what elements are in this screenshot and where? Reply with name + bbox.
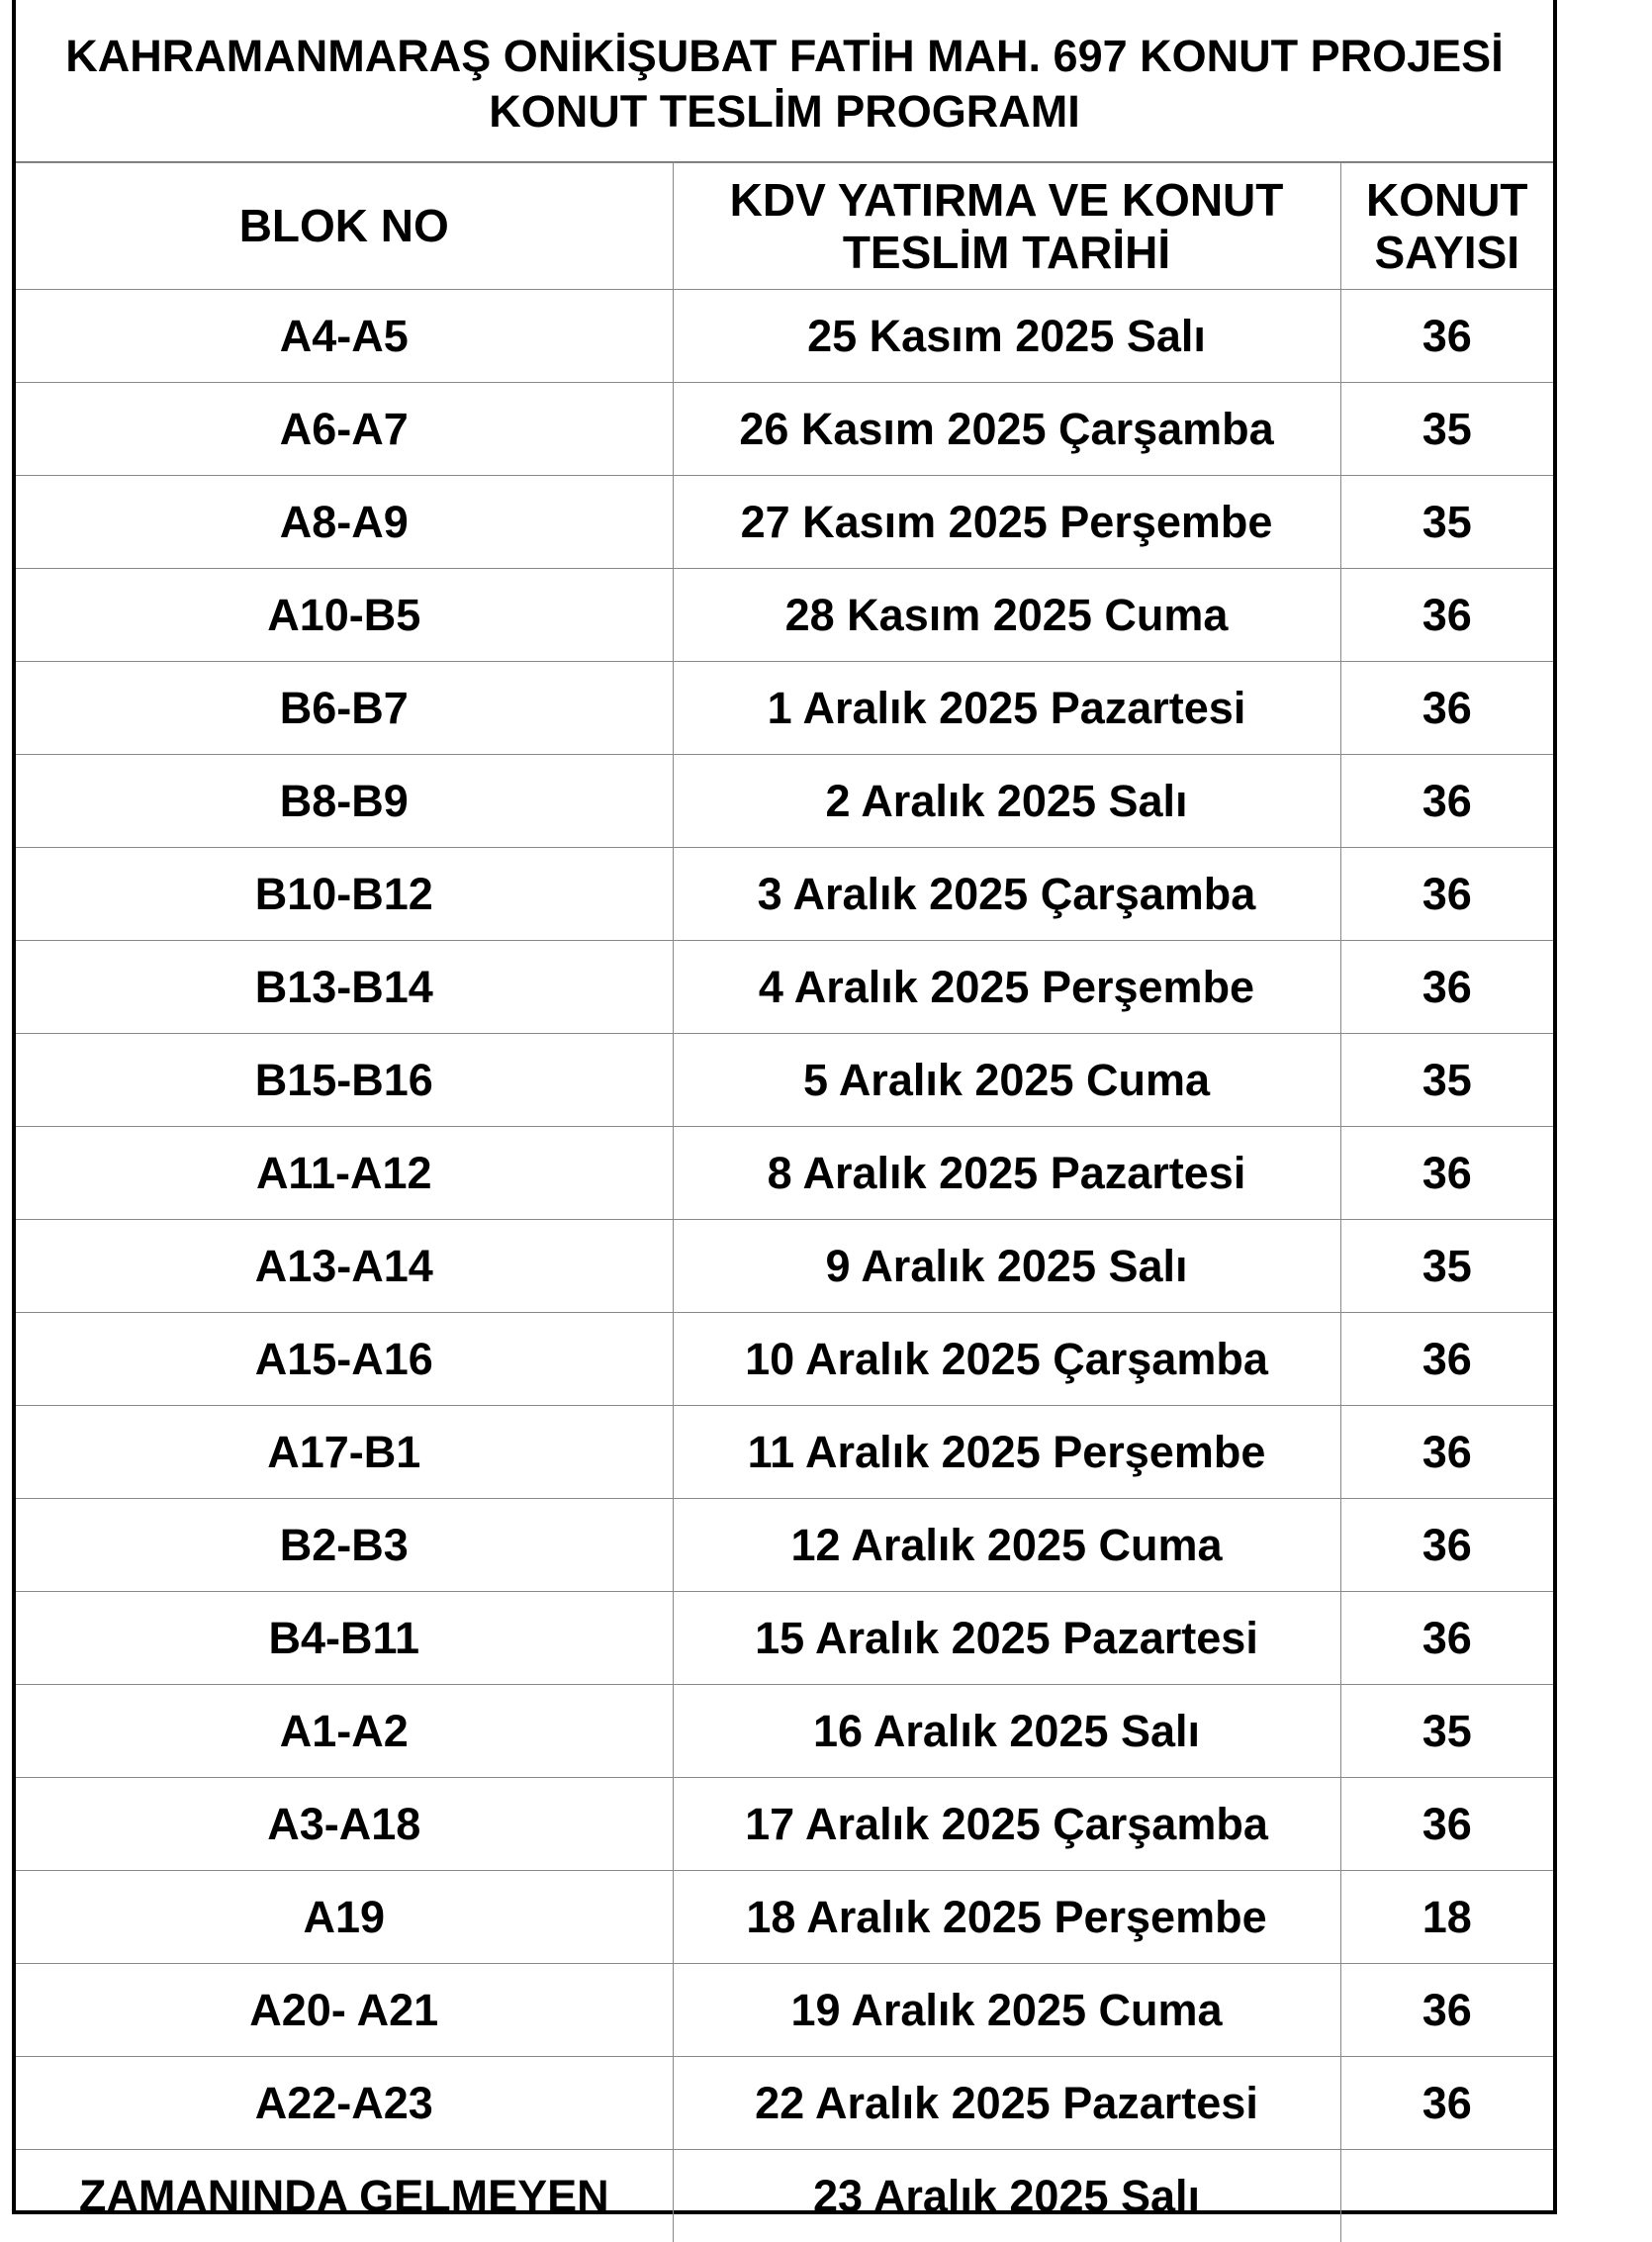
cell-teslim-tarihi: 16 Aralık 2025 Salı [673,1685,1340,1778]
table-row [16,1034,1553,1127]
cell-blok-no: B10-B12 [16,848,673,941]
cell-konut-sayisi: 36 [1340,1964,1553,2057]
table-row [16,1964,1553,2057]
table-row [16,1220,1553,1313]
cell-konut-sayisi: 36 [1340,1406,1553,1499]
cell-konut-sayisi: 36 [1340,1313,1553,1406]
cell-teslim-tarihi: 15 Aralık 2025 Pazartesi [673,1592,1340,1685]
header-blok-no: BLOK NO [16,163,673,290]
cell-konut-sayisi: 35 [1340,383,1553,476]
cell-blok-no: B4-B11 [16,1592,673,1685]
cell-blok-no: A13-A14 [16,1220,673,1313]
cell-blok-no: A11-A12 [16,1127,673,1220]
delivery-schedule-table [16,162,1553,2242]
cell-konut-sayisi: 18 [1340,1871,1553,1964]
cell-teslim-tarihi: 18 Aralık 2025 Perşembe [673,1871,1340,1964]
cell-teslim-tarihi: 8 Aralık 2025 Pazartesi [673,1127,1340,1220]
header-konut-sayisi: KONUT SAYISI [1340,163,1553,290]
cell-konut-sayisi: 35 [1340,1685,1553,1778]
table-row [16,476,1553,569]
cell-blok-no: B2-B3 [16,1499,673,1592]
delivery-schedule-document [12,0,1557,2214]
cell-konut-sayisi: 36 [1340,755,1553,848]
cell-blok-no: B15-B16 [16,1034,673,1127]
cell-konut-sayisi: 35 [1340,1220,1553,1313]
cell-konut-sayisi: 36 [1340,1127,1553,1220]
cell-teslim-tarihi: 17 Aralık 2025 Çarşamba [673,1778,1340,1871]
table-row [16,290,1553,383]
cell-konut-sayisi [1340,2150,1553,2242]
table-row [16,941,1553,1034]
cell-blok-no: A22-A23 [16,2057,673,2150]
cell-konut-sayisi: 36 [1340,1778,1553,1871]
cell-teslim-tarihi: 10 Aralık 2025 Çarşamba [673,1313,1340,1406]
document-title: KAHRAMANMARAŞ ONİKİŞUBAT FATİH MAH. 697 KONUT PROJESİ KONUT TESLİM PROGRAMI [16,0,1553,162]
cell-blok-no: A20- A21 [16,1964,673,2057]
cell-teslim-tarihi: 28 Kasım 2025 Cuma [673,569,1340,662]
table-row [16,1499,1553,1592]
table-row [16,2057,1553,2150]
cell-teslim-tarihi: 27 Kasım 2025 Perşembe [673,476,1340,569]
table-row [16,848,1553,941]
cell-blok-no: A4-A5 [16,290,673,383]
cell-teslim-tarihi: 11 Aralık 2025 Perşembe [673,1406,1340,1499]
table-row [16,755,1553,848]
cell-konut-sayisi: 36 [1340,2057,1553,2150]
table-body [16,290,1553,2242]
cell-blok-no: A6-A7 [16,383,673,476]
cell-teslim-tarihi: 4 Aralık 2025 Perşembe [673,941,1340,1034]
cell-blok-no: ZAMANINDA GELMEYEN [16,2150,673,2242]
cell-konut-sayisi: 36 [1340,662,1553,755]
table-row [16,2150,1553,2242]
cell-blok-no: A1-A2 [16,1685,673,1778]
cell-konut-sayisi: 35 [1340,476,1553,569]
cell-konut-sayisi: 36 [1340,848,1553,941]
table-row [16,383,1553,476]
cell-teslim-tarihi: 12 Aralık 2025 Cuma [673,1499,1340,1592]
cell-teslim-tarihi: 26 Kasım 2025 Çarşamba [673,383,1340,476]
cell-blok-no: A15-A16 [16,1313,673,1406]
header-teslim-tarihi: KDV YATIRMA VE KONUT TESLİM TARİHİ [673,163,1340,290]
cell-teslim-tarihi: 5 Aralık 2025 Cuma [673,1034,1340,1127]
cell-teslim-tarihi: 3 Aralık 2025 Çarşamba [673,848,1340,941]
cell-konut-sayisi: 36 [1340,941,1553,1034]
cell-blok-no: B8-B9 [16,755,673,848]
table-row [16,1406,1553,1499]
cell-blok-no: B13-B14 [16,941,673,1034]
table-row [16,1127,1553,1220]
table-row [16,1778,1553,1871]
cell-konut-sayisi: 36 [1340,1592,1553,1685]
table-row [16,1685,1553,1778]
table-row [16,1313,1553,1406]
table-row [16,569,1553,662]
table-row [16,1592,1553,1685]
cell-konut-sayisi: 36 [1340,290,1553,383]
cell-teslim-tarihi: 19 Aralık 2025 Cuma [673,1964,1340,2057]
cell-blok-no: A17-B1 [16,1406,673,1499]
cell-konut-sayisi: 35 [1340,1034,1553,1127]
cell-konut-sayisi: 36 [1340,569,1553,662]
cell-blok-no: B6-B7 [16,662,673,755]
cell-teslim-tarihi: 23 Aralık 2025 Salı [673,2150,1340,2242]
cell-blok-no: A3-A18 [16,1778,673,1871]
table-row [16,1871,1553,1964]
cell-teslim-tarihi: 25 Kasım 2025 Salı [673,290,1340,383]
cell-blok-no: A19 [16,1871,673,1964]
cell-teslim-tarihi: 22 Aralık 2025 Pazartesi [673,2057,1340,2150]
cell-blok-no: A10-B5 [16,569,673,662]
cell-teslim-tarihi: 9 Aralık 2025 Salı [673,1220,1340,1313]
cell-konut-sayisi: 36 [1340,1499,1553,1592]
cell-teslim-tarihi: 2 Aralık 2025 Salı [673,755,1340,848]
cell-teslim-tarihi: 1 Aralık 2025 Pazartesi [673,662,1340,755]
cell-blok-no: A8-A9 [16,476,673,569]
table-header-row [16,163,1553,290]
table-row [16,662,1553,755]
